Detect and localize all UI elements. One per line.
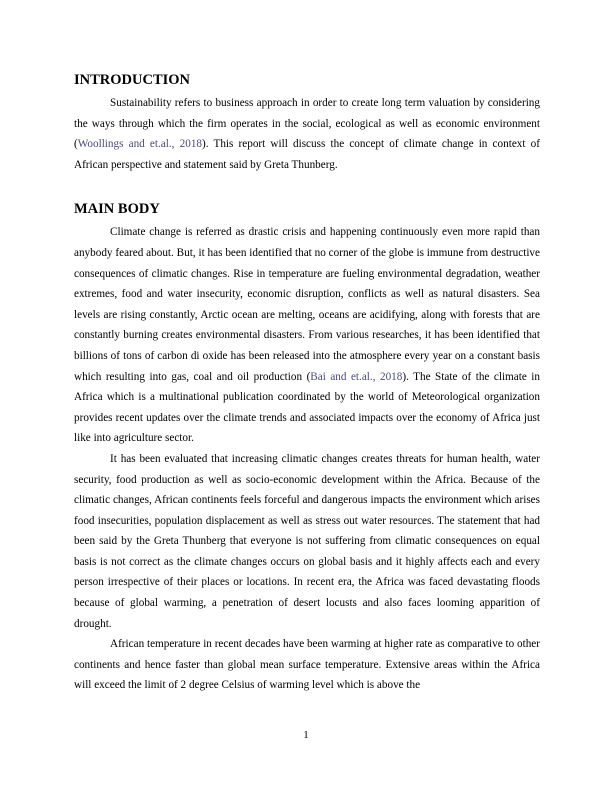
heading-introduction: INTRODUCTION	[74, 72, 191, 88]
main-paragraph-2: It has been evaluated that increasing climatic changes creates threats for human health, water security, food production as well as socio-economic development within the Africa. Because of the climatic changes, African continents feels forceful and dangerous impacts the environment which arises food insecurities, population displacement as well as stress out water resources. The statement that had been said by the Greta Thunberg that everyone is not suffering from climatic consequences on equal basis is not correct as the climate changes occurs on global basis and it highly affects each and every person irrespective of their places or locations. In recent era, the Africa was faced devastating floods because of global warming, a penetration of desert locusts and also faces looming apparition of drought.	[74, 452, 540, 630]
page-content	[74, 70, 540, 696]
main-p1-text-end: ). The State of the climate in Africa which is a multinational publication coordinated by the world of Meteorological organization provides recent updates over the climate trends and associated impacts over the economy of Africa just like into agriculture sector.	[74, 370, 540, 445]
main-paragraph-1	[74, 222, 540, 449]
intro-paragraph	[74, 93, 540, 175]
intro-text-start: Sustainability refers to business approach in order to create long term valuation by considering the ways through which the firm operates in the social, ecological as well as economic environment (	[74, 97, 540, 151]
heading-main-body: MAIN BODY	[74, 201, 160, 218]
citation-woollings: Woollings and et.al., 2018	[77, 138, 203, 151]
main-p1-text-start: Climate change is referred as drastic crisis and happening continuously even more rapid than anybody feared about. But, it has been identified that no corner of the globe is immune from destructive consequences of climatic changes. Rise in temperature are fueling environmental degradation, weather extremes, food and water insecurity, economic disruption, conflicts as well as natural disasters. Sea levels are rising constantly, Arctic ocean are melting, oceans are acidifying, along with forests that are constantly burning creates environmental disasters. From various researches, it has been identified that billions of tons of carbon di oxide has been released into the atmosphere every year on a constant basis which resulting into gas, coal and oil production (	[74, 226, 540, 383]
intro-text-end: ). This report will discuss the concept of climate change in context of African perspective and statement said by Greta Thunberg.	[74, 138, 540, 171]
page-number: 1	[303, 729, 309, 741]
citation-bai: Bai and et.al., 2018	[310, 370, 403, 383]
main-paragraph-3: African temperature in recent decades have been warming at higher rate as comparative to other continents and hence faster than global mean surface temperature. Extensive areas within the Africa will exceed the limit of 2 degree Celsius of warming level which is above the	[74, 638, 540, 692]
